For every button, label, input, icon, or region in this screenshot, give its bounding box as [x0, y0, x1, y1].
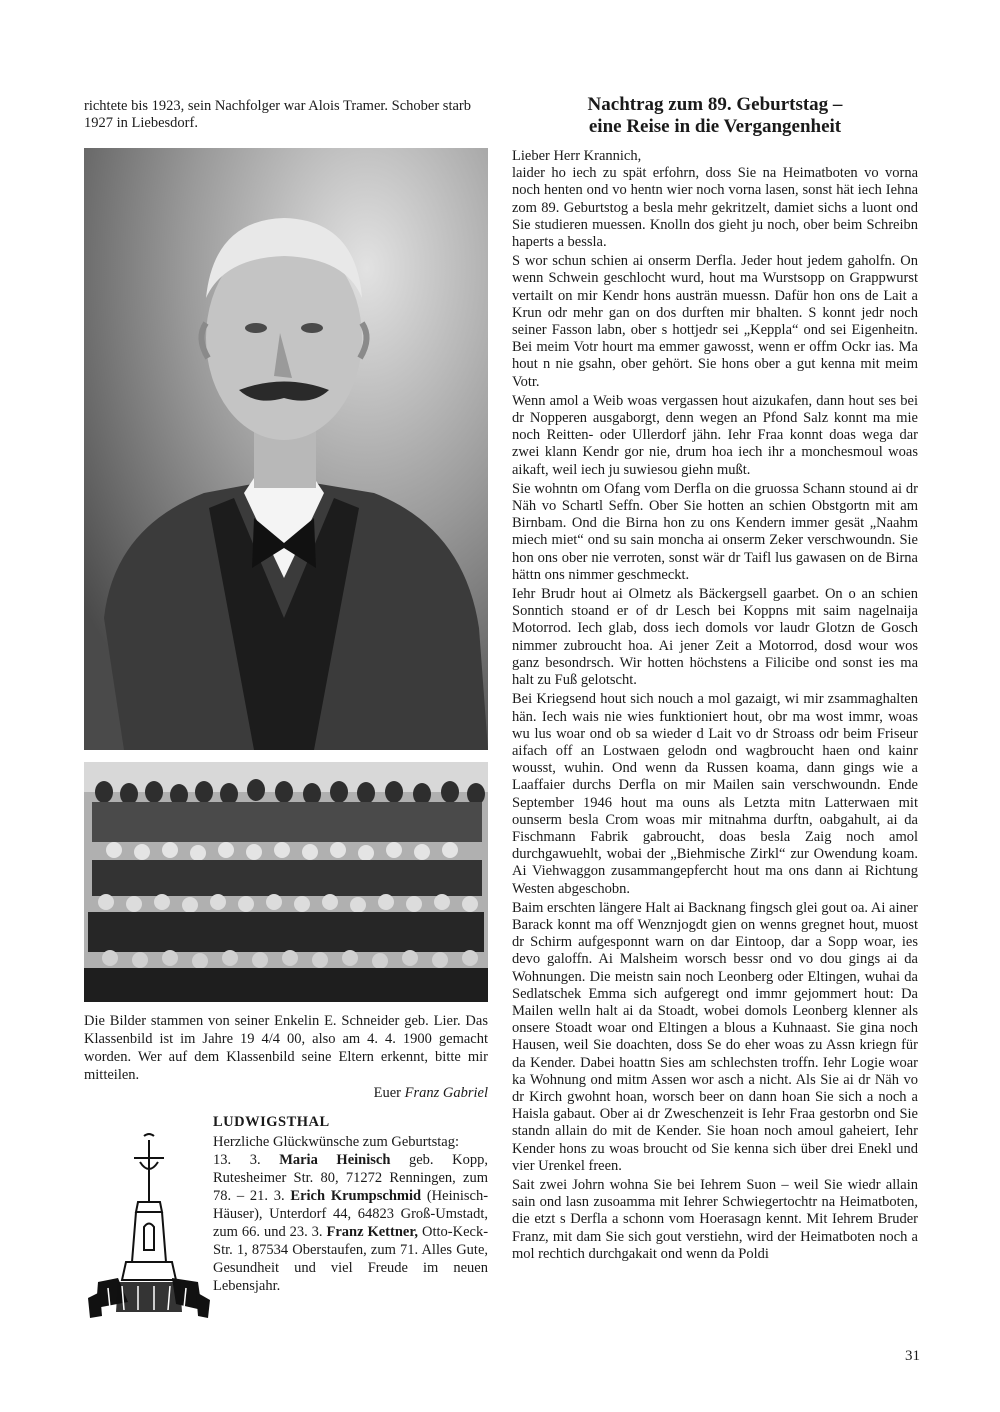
signoff — [84, 1084, 488, 1102]
article-title-line1: Nachtrag zum 89. Geburtstag – — [587, 94, 843, 115]
signoff-prefix: Euer — [373, 1085, 405, 1101]
page-number: 31 — [905, 1348, 920, 1364]
portrait-illustration — [84, 148, 488, 750]
article-paragraph: Baim erschten längere Halt ai Backnang fingsch glei gout oa. Ai ainer Barack konnt ma off Wenznjogdt gien on wenns gregnet hout, muost dr Schirm aufgesponnt warn on dar Eintoop, dar a Sopp woar, ies devo galoffn. Ai Malsheim worsch bessr ond vo dou gings ai da Wohnungen. Die meistn sain noch Leonberg oder Eltingen, wuhai da Sedlatschek Emma sich aufgeregt ond immr gejommert hout: Da Mailen welln halt ai da Stoadt, wobei domols Leonberg klenner als onsere Stoadt woar ond Eltingen a blous a Kuhnaast. Sie gina noch Hausen, weil Sie doachten, doss Se do eher woas zu Assn kriegn für da Kender. Dabei hoattn Sies am schlechsten troffn. Iehr Logie woar ka Wohnung ond mitm Assen wor asch a nicht. Als Sie ai dr Näh vo dr Kirch gwohnt hoan, worsch beer on dann hoan Sie sich a noch a Haisla gabaut. Ober ai dr Zweschenzeit is Iehr Fraa gestorbn ond Sie standn allain do mit de Kender. Sie hoan noch amoul gaheiert, Iehr Kender hons zu woas broucht od Sie kenna sich über drei Enekl und vier Urenkel freen. — [512, 899, 918, 1174]
cross-icon — [88, 1132, 210, 1318]
entry3-name: Franz Kettner, — [326, 1224, 419, 1240]
photo-caption — [84, 1012, 488, 1102]
entry1-date: 13. 3. — [213, 1152, 261, 1168]
article-paragraph: laider ho iech zu spät erfohrn, doss Sie na Heimatboten vo vorna noch henten ond vo hentn wier noch vorna lasen, sonst hät iech Iehna zom 89. Geburtstog a besla mehr gekritzelt, damiet sichs a luont ond Sie studieren muessen. Knolln dos gieht ju noch, ober beim Schreibn haperts a bessla. — [512, 165, 918, 251]
article-title — [512, 94, 918, 138]
class-photo-illustration — [84, 762, 488, 1002]
article-salutation: Lieber Herr Krannich, — [512, 148, 642, 164]
ludwigsthal-heading: LUDWIGSTHAL — [213, 1114, 330, 1130]
entry2-details: (Heinisch-Häuser), Unterdorf 44, 64823 Groß-Umstadt, zum 66. und 23. 3. — [213, 1188, 489, 1240]
entry1-details: geb. Kopp, Rutesheimer Str. 80, 71272 Renningen, zum 78. – 21. 3. — [213, 1152, 488, 1204]
article-paragraph: Sait zwei Johrn wohna Sie bei Iehrem Suon – weil Sie wiedr allain sain ond lasn zusoamma mit Iehrer Schwiegertochtr na Heimatboten, die etzt s Derfla a schonn vom Hoerasagn kennt. Mit Iehrem Bruder Franz, mit dam Sie sich gout verstiehn, wird der Heimatboten noch a mol rechtich durchgakait ond wenn da Poldi — [512, 1176, 918, 1262]
article-paragraph: Iehr Brudr hout ai Olmetz als Bäckergsell gaarbet. On o an schien Sonntich stoand er of dr Lesch bei Koppns mit saim nagelnaija Motorrod. Iech glab, doss iech domols vor laudr Glotzn de Gosch nimmer zubroucht hoa. Ai jener Zeit a Motorrod, dosd wour wos ganz besondrsch. Wir hotten höchstens a Filicibe ond sonst ies ma halt zu Fuß gelotscht. — [512, 586, 918, 689]
article-title-line2: eine Reise in die Vergangenheit — [588, 116, 842, 137]
caption-text: Die Bilder stammen von seiner Enkelin E. Schneider geb. Lier. Das Klassenbild ist im Jahre 19 4/4 00, also am 4. 4. 1900 gemacht worden. Wer auf dem Klassenbild seine Eltern erkennt, bitte mir mitteilen. — [84, 1013, 488, 1083]
signoff-name: Franz Gabriel — [404, 1085, 488, 1101]
ludwigsthal-greetings — [213, 1133, 488, 1295]
article-paragraph: Wenn amol a Weib woas vergassen hout aizukafen, dann hout ses bei dr Nopperen ausgaborgt, denn wegen an Pfond Salz konnt ma mie noch Reitten- oder Ullerdorf jähn. Iehr Fraa konnt doas wega dar zwei klann Kendr gor nie, drum hoa iech ihr a monchesmoul woas aikaft, weil iech ju suwiesou giehn mußt. — [512, 392, 918, 478]
portrait-photo — [84, 148, 488, 750]
ludwigsthal-section — [213, 1113, 488, 1295]
wayside-cross-drawing — [88, 1132, 210, 1318]
entry1-name: Maria Heinisch — [279, 1152, 391, 1168]
entry3-details: Otto-Keck-Str. 1, 87534 Oberstaufen, zum 71. Alles Gute, Gesundheit und viel Freude im neuen Lebensjahr. — [213, 1224, 489, 1294]
intro-paragraph: richtete bis 1923, sein Nachfolger war Alois Tramer. Schober starb 1927 in Liebesdorf. — [84, 98, 471, 131]
entry2-name: Erich Krumpschmid — [290, 1188, 422, 1204]
ludwigsthal-intro: Herzliche Glückwünsche zum Geburtstag: — [213, 1134, 460, 1150]
class-photo — [84, 762, 488, 1002]
article-paragraph: Sie wohntn om Ofang vom Derfla on die gruossa Schann stound ai dr Näh vo Schartl Seffn. Ober Sie hotten an schien Obstgortn mit am Birnbam. Ond die Birna hon zu ons Kendern immer gesät „Naahm miech miet“ ond su sain moncha ai onserm Zeker verschwoundn. Sie hon ons ober nie verroten, sonst wär dr Taifl lus gawasen on de Birna hättn ons nimmer geschmeckt. — [512, 480, 918, 583]
article-paragraph: Bei Kriegsend hout sich nouch a mol gazaigt, wi mir zsammaghalten hän. Iech wais nie wies funktioniert hout, obr ma wost immr, woas wu lus woar ond ob sa wieder d Lait vo dr Stroass odr beim Friseur aifach off an Lostwaen gelodn ond wagbroucht haen ond kainr wousst, wuhin. Ond wenn da Russen koama, dann gings wie a Laaffaier durchs Derfla on mir Mailen sain verschwoundn. Ende September 1946 hout ma ouns als Letzta mitn Latterwaen mit ounserm besla Crom woas mir mitnahma durftn, oabgahult, ai da Fischmann Fabrik gabroucht, doas besla Zaig noch amol durchgawuehlt, wobai der „Biehmische Zirkl“ zur Owendung koam. Ai Viehwaggon zusammangepfercht hout ma ons dann ai Richtung Westen abgeschobn. — [512, 691, 918, 897]
article-paragraph: S wor schun schien ai onserm Derfla. Jeder hout jedem gaholfn. On wenn Schwein geschlocht wurd, hout ma Wurstsopp on Grappwurst vertailt on mir Kendr hons austrän muessn. Dafür hon ons de Lait a Krun odr mehr gan on dos durften mir bhalten. S konnt jedr noch seiner Fasson labn, ober s hottjedr sei „Keppla“ ond sei Eigenheitn. Bei meim Votr hourt ma emmer gawosst, wenn er offm Ockr ias. Ma hout n nie gsahn, ober gehört. Sie hons ober a gut kenna mit meim Votr. — [512, 253, 918, 390]
article — [512, 94, 918, 1265]
